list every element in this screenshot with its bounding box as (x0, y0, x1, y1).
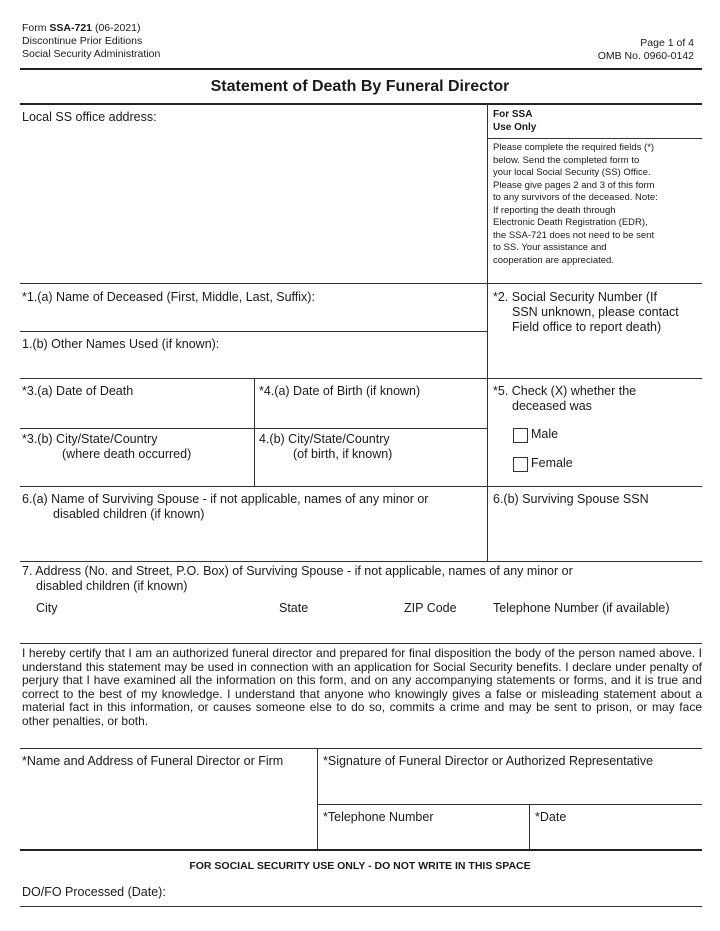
signature-label: *Signature of Funeral Director or Authorized Representative (323, 754, 654, 768)
director-phone-field[interactable] (323, 826, 525, 846)
page-number: Page 1 of 4 (640, 37, 694, 49)
office-address-field[interactable] (22, 128, 482, 278)
omb-number: OMB No. 0960-0142 (597, 50, 694, 62)
signature-field[interactable] (323, 772, 700, 802)
section-rule-4 (20, 561, 702, 562)
form-header-right (598, 37, 694, 63)
date-of-birth-field[interactable] (259, 400, 483, 424)
date-divider (254, 378, 255, 486)
state-label: State (279, 601, 309, 615)
form-id: Form SSA-721 (06-2021) (22, 22, 141, 34)
field-6a-label: 6.(a) Name of Surviving Spouse - if not applicable, names of any minor or disabled children (if known) (22, 492, 429, 521)
signature-date-field[interactable] (535, 826, 700, 846)
field-4b-label: 4.(b) City/State/Country (of birth, if known) (259, 432, 393, 461)
page-title: Statement of Death By Funeral Director (210, 78, 510, 95)
zip-label: ZIP Code (404, 601, 457, 615)
rule-3a (20, 428, 487, 429)
phone-date-divider (529, 804, 530, 849)
dofo-label: DO/FO Processed (Date): (22, 885, 166, 899)
rule-signature (317, 804, 702, 805)
director-name-label: *Name and Address of Funeral Director or Firm (22, 754, 284, 768)
field-5-label: *5. Check (X) whether the deceased was (493, 384, 637, 413)
director-divider (317, 748, 318, 849)
section-rule-7 (20, 849, 702, 851)
date-label: *Date (535, 810, 567, 824)
section-rule-6 (20, 748, 702, 749)
male-checkbox[interactable] (513, 428, 528, 443)
date-of-death-field[interactable] (22, 400, 250, 424)
surviving-spouse-field[interactable] (22, 526, 482, 558)
field-7-label: 7. Address (No. and Street, P.O. Box) of Surviving Spouse - if not applicable, names of any minor or disabled children (if known) (22, 564, 573, 593)
field-4a-label: *4.(a) Date of Birth (if known) (259, 384, 421, 398)
certification-text: I hereby certify that I am an authorized funeral director and prepared for final disposition the body of the person named above. I understand this statement may be used in connection with an application for Social Security benefits. I declare under penalty of perjury that I have examined all the information on this form, and on any accompanying statements or forms, and it is true and correct to the best of my knowledge. I understand that anyone who knowingly gives a false or misleading statement about a material fact in this information, or causes someone else to do so, commits a crime and may be sent to prison, or may face other penalties, or both. (22, 646, 702, 728)
male-label: Male (531, 427, 559, 441)
city-label: City (36, 601, 58, 615)
section-rule-1 (20, 283, 702, 284)
form-header-left (22, 22, 160, 61)
death-location-field[interactable] (22, 464, 250, 484)
director-phone-label: *Telephone Number (323, 810, 434, 824)
ssa-use-rule (487, 138, 702, 139)
field-1b-label: 1.(b) Other Names Used (if known): (22, 337, 220, 351)
spouse-ssn-field[interactable] (493, 510, 698, 556)
instructions-text: Please complete the required fields (*) below. Send the completed form to your local Social Security (SS) Office. Please give pages 2 and 3 of this form to any survivors of the deceased. Note: If reporting the death through Electronic Death Registration (EDR), the SSA-721 does not need to be sent to SS. Your assistance and cooperation are appreciated. (493, 142, 658, 266)
deceased-name-field[interactable] (22, 306, 482, 328)
section-rule-3 (20, 486, 702, 487)
field-1a-label: *1.(a) Name of Deceased (First, Middle, Last, Suffix): (22, 290, 315, 304)
field-6b-label: 6.(b) Surviving Spouse SSN (493, 492, 649, 506)
other-names-field[interactable] (22, 353, 482, 375)
office-address-label: Local SS office address: (22, 110, 157, 124)
field-3a-label: *3.(a) Date of Death (22, 384, 134, 398)
ssa-use-title: For SSA Use Only (493, 109, 537, 133)
bottom-rule (20, 906, 702, 907)
birth-location-field[interactable] (259, 464, 483, 484)
discontinue-note: Discontinue Prior Editions (22, 35, 143, 47)
right-column-divider (487, 283, 488, 561)
title-rule (20, 103, 702, 105)
header-rule (20, 68, 702, 70)
female-checkbox[interactable] (513, 457, 528, 472)
section-rule-5 (20, 643, 702, 644)
director-name-field[interactable] (22, 772, 312, 846)
female-label: Female (531, 456, 573, 470)
rule-1a (20, 331, 487, 332)
office-divider (487, 104, 488, 283)
ssa-only-banner: FOR SOCIAL SECURITY USE ONLY - DO NOT WRITE IN THIS SPACE (189, 860, 531, 872)
section-rule-2 (20, 378, 702, 379)
field-3b-label: *3.(b) City/State/Country (where death occurred) (22, 432, 192, 461)
field-2-label: *2. Social Security Number (If SSN unknown, please contact Field office to report death) (493, 290, 679, 334)
ssn-field[interactable] (493, 340, 698, 375)
address-field[interactable] (22, 617, 700, 641)
phone-label: Telephone Number (if available) (493, 601, 670, 615)
agency-name: Social Security Administration (22, 48, 161, 60)
